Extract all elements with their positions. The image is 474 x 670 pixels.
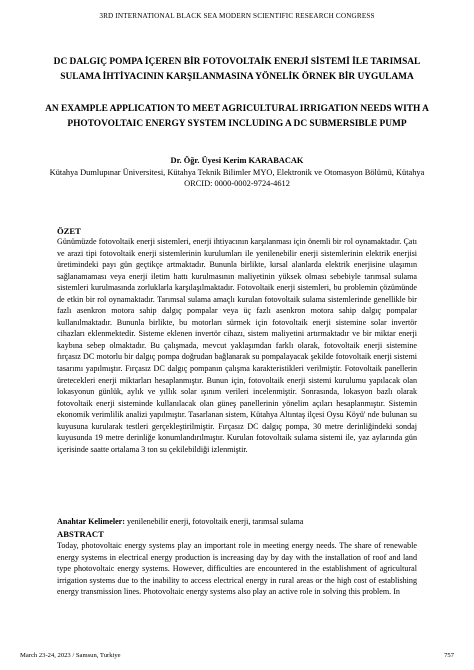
ozet-body: Günümüzde fotovoltaik enerji sistemleri, enerji ihtiyacının karşılanması için önemli bir rol oynamaktadır. Çatı ve arazi tipi fotovoltaik enerji sistemlerinin kurulumları ile yenilenebilir enerji sistemlerinin elektrik enerjisi üretimindeki payı gün geçtikçe artmaktadır. Bununla birlikte, kırsal alanlarda elektrik enerjisine ulaşımın sağlanamaması veya enerji iletim hattı kurulmasının maliyetinin yüksek olması sebebiyle tarımsal sulama sistemleri kurulmasında zorluklarla karşılaşılmaktadır. Fotovoltaik enerji sistemleri, bu problemin çözümünde de etkin bir rol oynamaktadır. Tarımsal sulama amaçlı kurulan fotovoltaik sulama sistemlerinde genellikle bir fazlı asenkron motora sahip dalgıç pompalar veya üç fazlı asenkron motora sahip dalgıç pompalar kullanılmaktadır. Bununla birlikte, bu motorları sürmek için fotovoltaik enerji sistemine solar invertör cihazları eklenmektedir. Sisteme eklenen invertör cihazı, sistem maliyetini artırmaktadır ve bir miktar enerji kaybına sebep olmaktadır. Bu çalışmada, mevcut yaklaşımdan farklı olarak, fotovoltaik enerji sistemine fırçasız DC motorlu bir dalgıç pompa doğrudan bağlanarak su pompalayacak şekilde fotovoltaik enerji sistemi tasarımı yapılmıştır. Fırçasız DC dalgıç pompanın çalışma karakteristikleri verilmiştir. Fotovoltaik panellerin üretecekleri enerji miktarları hesaplanmıştır. Bunun için, fotovoltaik enerji sistemi kurulumu yapılacak olan lokasyonun günlük, aylık ve yıllık solar ışınım verileri incelenmiştir. Sonrasında, lokasyon bazlı olarak fotovoltaik enerji sisteminde kullanılacak olan güneş panellerinin yönelim açıları hesaplanmıştır. Sistemin ekonomik verimlilik analizi yapılmıştır. Tasarlanan sistem, Kütahya Altıntaş ilçesi Oysu Köyü' nde bulunan su kuyusuna kurularak testleri gerçekleştirilmiştir. Fırçasız DC dalgıç pompa, 30 metre derinliğindeki sondaj kuyusunda 19 metre derinliğe konumlandırılmıştır. Kurulan fotovoltaik sulama sistemi ile, yaz aylarında gün içerisinde saatte ortalama 3 ton su çekilebildiği izlenmiştir. <box>57 237 417 454</box>
congress-header: 3RD INTERNATIONAL BLACK SEA MODERN SCIENTIFIC RESEARCH CONGRESS <box>99 12 375 20</box>
abstract-heading: ABSTRACT <box>57 529 104 539</box>
keywords <box>57 516 417 528</box>
keywords-label: Anahtar Kelimeler: <box>57 517 125 526</box>
abstract-body: Today, photovoltaic energy systems play an important role in meeting energy needs. The share of renewable energy systems in electrical energy production is increasing day by day with the installation of roof and land type photovoltaic energy systems. However, difficulties are encountered in the establishment of agricultural irrigation systems due to the inability to access electrical energy in rural areas or the high cost of establishing energy transmission lines. Photovoltaic energy systems also play an active role in solving this problem. In <box>57 541 417 597</box>
author-name: Dr. Öğr. Üyesi Kerim KARABACAK <box>170 156 304 165</box>
title-english: AN EXAMPLE APPLICATION TO MEET AGRICULTURAL IRRIGATION NEEDS WITH A PHOTOVOLTAIC ENERGY SYSTEM INCLUDING A DC SUBMERSIBLE PUMP <box>45 104 429 130</box>
author-block <box>40 155 434 190</box>
keywords-text: yenilenebilir enerji, fotovoltaik enerji, tarımsal sulama <box>124 517 304 526</box>
page-number: 757 <box>444 652 454 659</box>
footer-date-location: March 23-24, 2023 / Samsun, Turkiye <box>20 652 121 659</box>
title-turkish: DC DALGIÇ POMPA İÇEREN BİR FOTOVOLTAİK ENERJİ SİSTEMİ İLE TARIMSAL SULAMA İHTİYACININ KARŞILANMASINA YÖNELİK ÖRNEK BİR UYGULAMA <box>53 57 421 83</box>
ozet-heading: ÖZET <box>57 226 81 236</box>
author-affiliation: Kütahya Dumlupınar Üniversitesi, Kütahya Teknik Bilimler MYO, Elektronik ve Otomasyon Bölümü, Kütahya <box>49 167 425 177</box>
author-orcid: ORCID: 0000-0002-9724-4612 <box>184 179 290 189</box>
